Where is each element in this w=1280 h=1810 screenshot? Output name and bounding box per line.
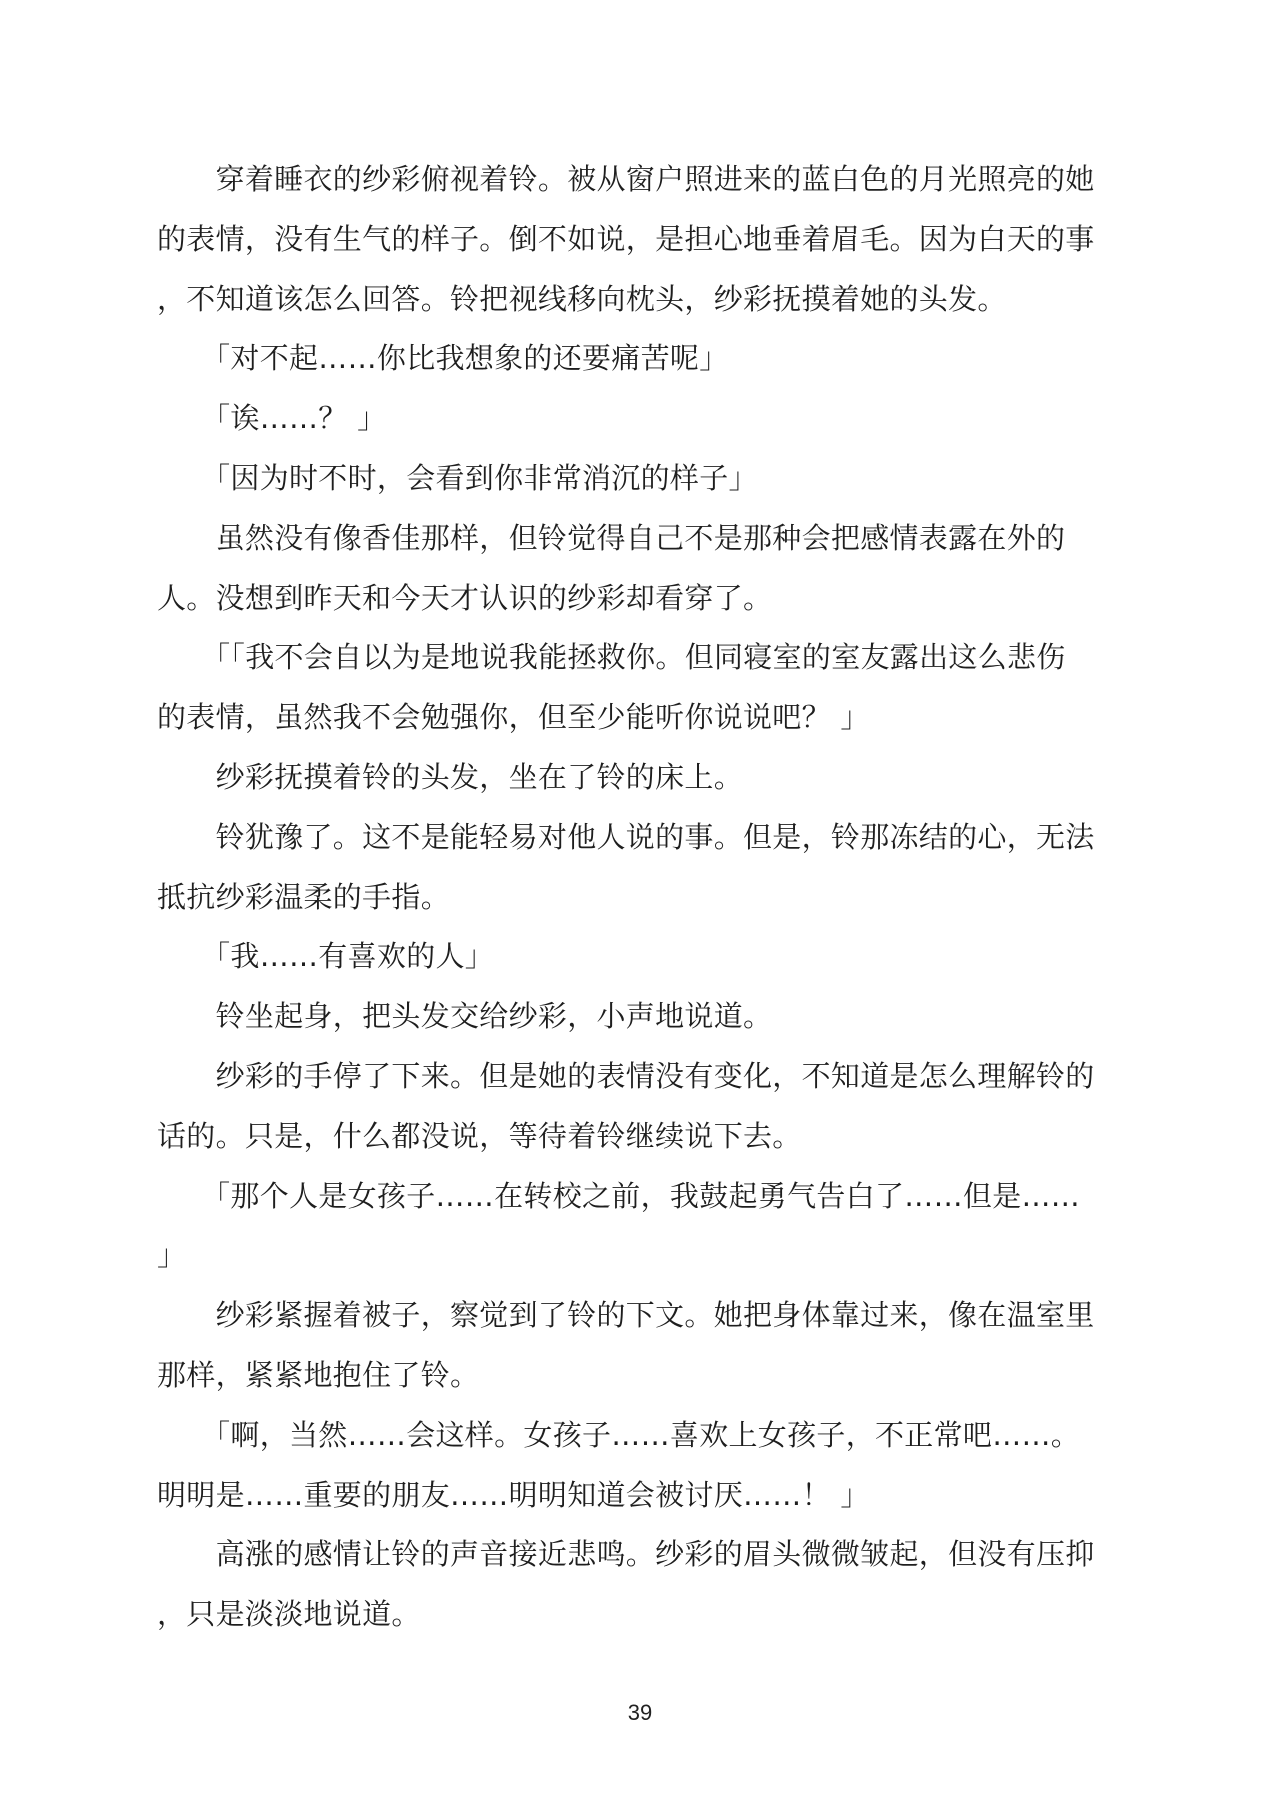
text-line: ，只是淡淡地说道。 [157, 1597, 421, 1632]
text-line: 的表情，没有生气的样子。倒不如说，是担心地垂着眉毛。因为白天的事 [157, 221, 1095, 256]
text-line: ，不知道该怎么回答。铃把视线移向枕头，纱彩抚摸着她的头发。 [157, 281, 1007, 316]
text-line: 高涨的感情让铃的声音接近悲鸣。纱彩的眉头微微皱起，但没有压抑 [157, 1537, 1095, 1572]
text-line: 纱彩抚摸着铃的头发，坐在了铃的床上。 [157, 759, 744, 794]
text-line: 「啊，当然……会这样。女孩子……喜欢上女孩子，不正常吧……。 [157, 1417, 1081, 1452]
text-line: 铃犹豫了。这不是能轻易对他人说的事。但是，铃那冻结的心，无法 [157, 819, 1095, 854]
text-line: 人。没想到昨天和今天才认识的纱彩却看穿了。 [157, 580, 773, 615]
text-line: 「对不起……你比我想象的还要痛苦呢」 [157, 341, 729, 376]
text-line: 铃坐起身，把头发交给纱彩，小声地说道。 [157, 999, 773, 1034]
text-line: 「「我不会自以为是地说我能拯救你。但同寝室的室友露出这么悲伤 [157, 640, 1066, 675]
text-line: 」 [157, 1238, 187, 1273]
text-line: 虽然没有像香佳那样，但铃觉得自己不是那种会把感情表露在外的 [157, 520, 1066, 555]
text-line: 抵抗纱彩温柔的手指。 [157, 879, 451, 914]
page-number: 39 [627, 1700, 653, 1725]
text-line: 「我……有喜欢的人」 [157, 939, 495, 974]
body-text [157, 150, 1123, 1645]
text-line: 「因为时不时，会看到你非常消沉的样子」 [157, 460, 758, 495]
text-line: 明明是……重要的朋友……明明知道会被讨厌……！ 」 [157, 1477, 870, 1512]
text-line: 穿着睡衣的纱彩俯视着铃。被从窗户照进来的蓝白色的月光照亮的她 [157, 162, 1095, 196]
text-line: 的表情，虽然我不会勉强你，但至少能听你说说吧？ 」 [157, 700, 870, 735]
text-line: 纱彩的手停了下来。但是她的表情没有变化，不知道是怎么理解铃的 [157, 1058, 1095, 1093]
text-line: 「那个人是女孩子……在转校之前，我鼓起勇气告白了……但是…… [157, 1178, 1081, 1213]
text-line: 「诶……？ 」 [157, 401, 387, 436]
text-line: 那样，紧紧地抱住了铃。 [157, 1357, 480, 1392]
text-line: 纱彩紧握着被子，察觉到了铃的下文。她把身体靠过来，像在温室里 [157, 1298, 1095, 1333]
text-line: 话的。只是，什么都没说，等待着铃继续说下去。 [157, 1118, 802, 1153]
